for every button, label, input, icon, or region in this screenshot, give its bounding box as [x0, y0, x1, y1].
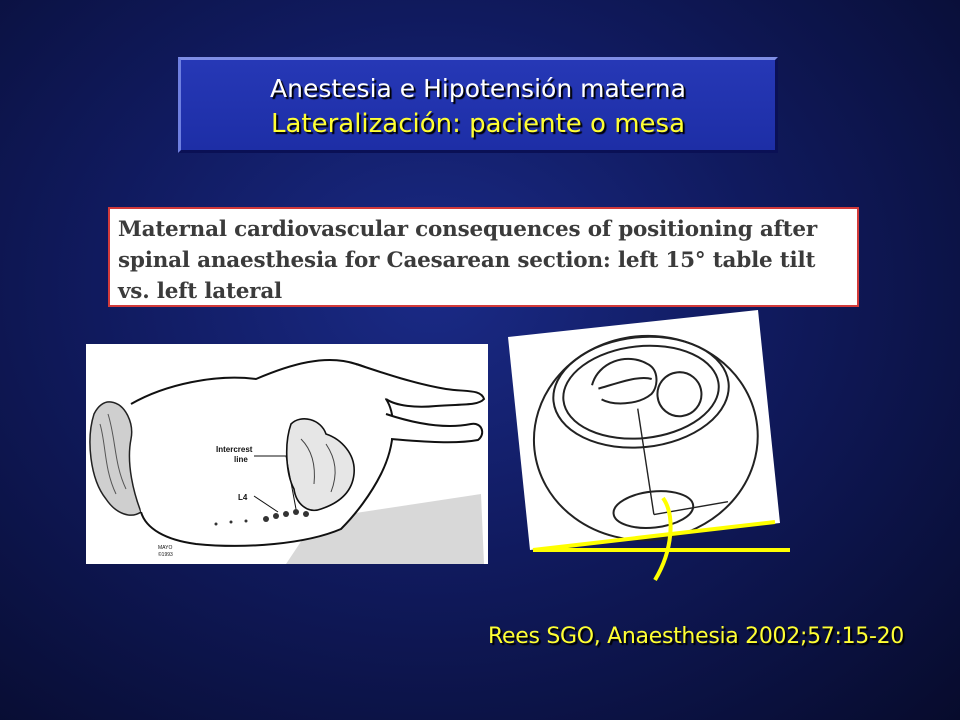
lateral-position-drawing	[86, 344, 488, 564]
lateral-position-illustration	[86, 344, 488, 564]
slide-title-box	[178, 57, 778, 153]
slide-subtitle: Lateralización: paciente o mesa	[270, 109, 686, 139]
table-tilt-diagram	[505, 310, 805, 600]
label-l4: L4	[238, 493, 248, 502]
label-line: line	[234, 455, 248, 464]
label-year: ©1993	[158, 552, 173, 558]
tilt-diagram-drawing	[505, 310, 805, 600]
slide-title: Anestesia e Hipotensión materna	[270, 74, 686, 103]
label-mayo: MAYO	[158, 545, 173, 551]
paper-title-box	[108, 207, 859, 307]
label-intercrest: Intercrest	[216, 445, 253, 454]
citation: Rees SGO, Anaesthesia 2002;57:15-20	[488, 624, 904, 649]
paper-title: Maternal cardiovascular consequences of positioning after spinal anaesthesia for Caesarean section: left 15° table tilt vs. left lateral	[118, 217, 817, 304]
